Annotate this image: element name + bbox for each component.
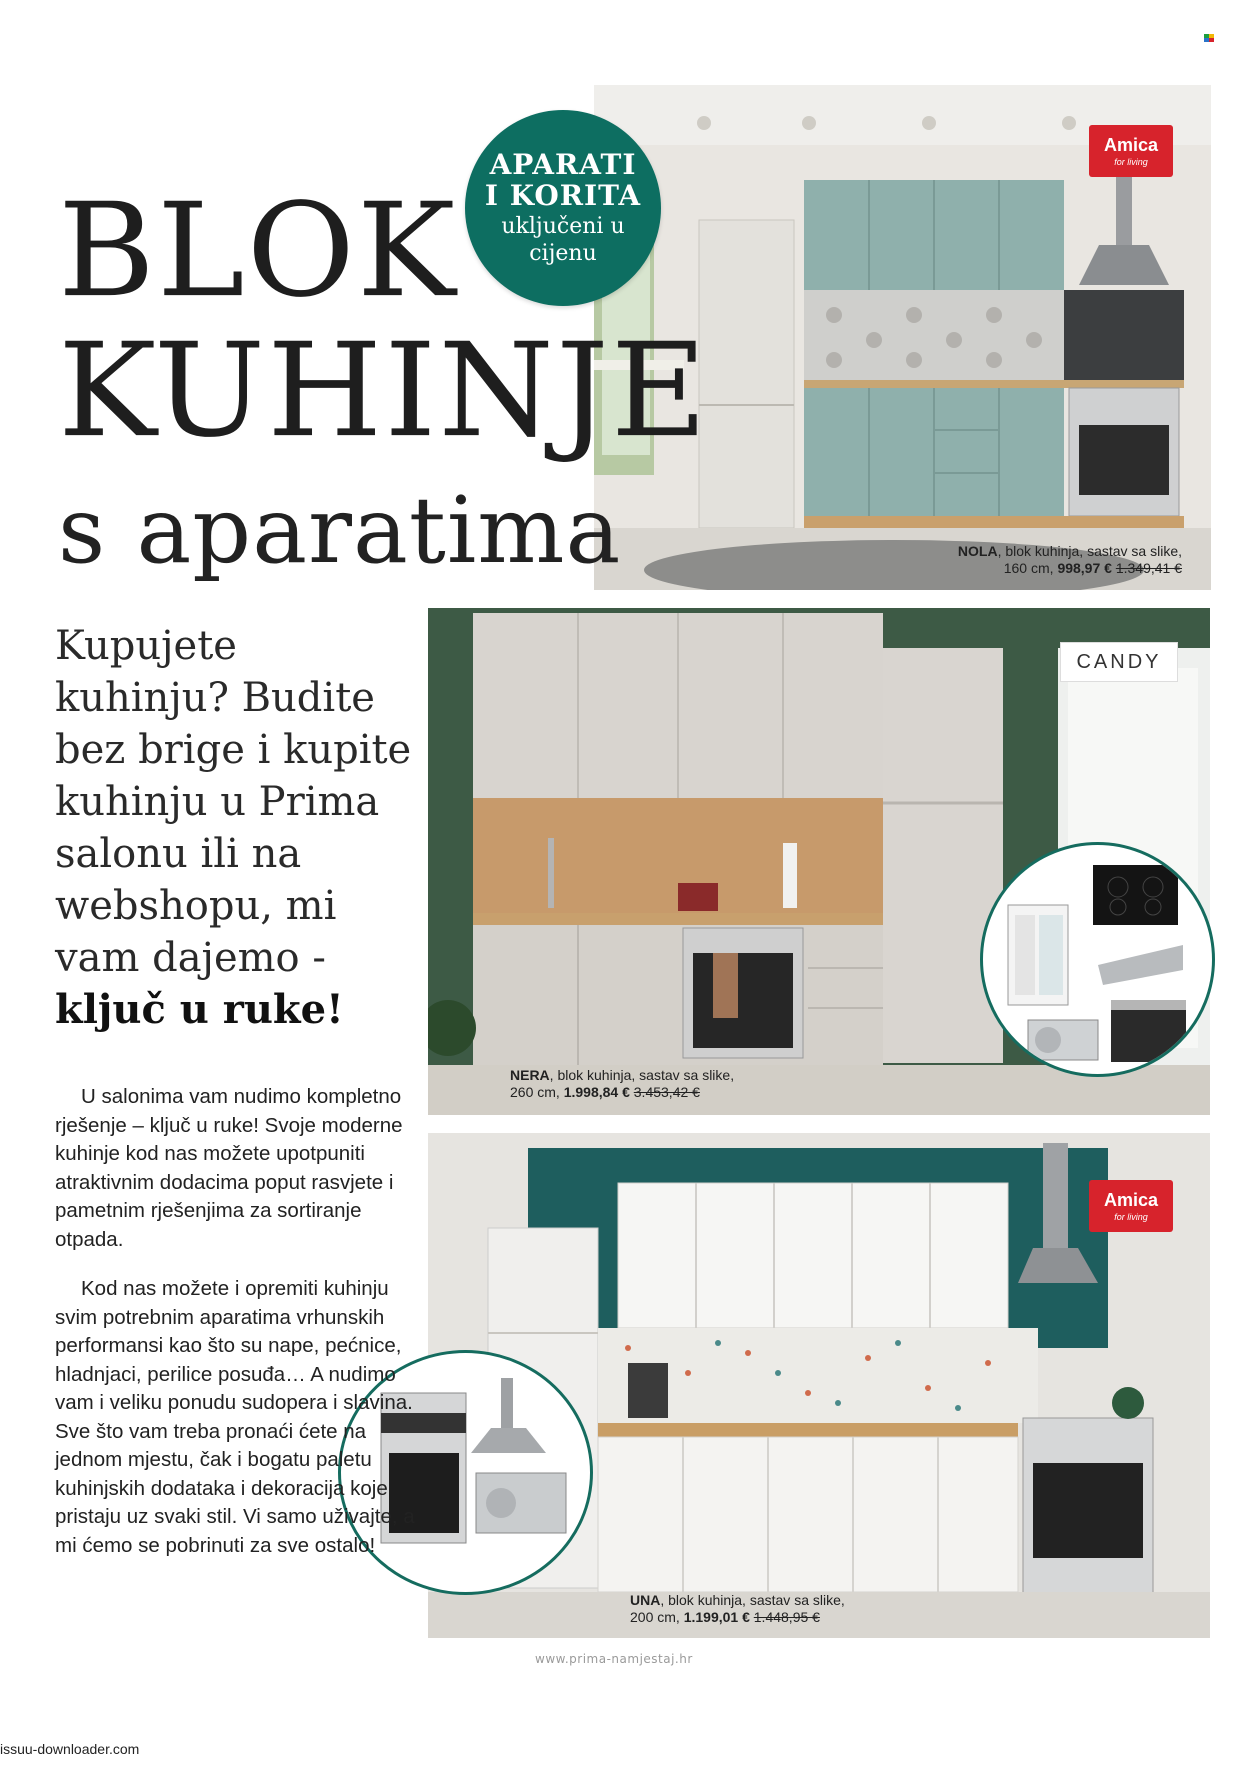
headline-subtitle: s aparatima [58,477,622,584]
nera-appliances-circle [980,842,1215,1077]
amica-brand-logo-una: Amica for living [1089,1180,1173,1232]
body-paragraph-1: U salonima vam nudimo kompletno rješenje – ključ u ruke! Svoje moderne kuhinje kod nas možete upotpuniti atraktivnim dodacima poput rasvjete i pametnim rješenjima za sortiranje otpada. [55,1085,403,1251]
watermark: issuu-downloader.com [0,1741,140,1757]
candy-brand-logo: CANDY [1060,642,1178,682]
nera-name: NERA [510,1067,550,1083]
headline-line1: BLOK [58,175,458,327]
body-paragraph-2: Kod nas možete i opremiti kuhinju svim potrebnim aparatima vrhunskih performansi kao što su nape, pećnice, hladnjaci, perilice posuđa… A nudimo vam i veliku ponudu sudopera i slavina. Sve što vam treba pronaći ćete na jednom mjestu, čak i bogatu paletu kuhinjskih dodataka i dekoracija koje pristaju uz svaki stil. Vi samo uživajte, a mi ćemo se pobrinuti za sve ostalo! [55,1277,415,1557]
una-name: UNA [630,1592,661,1608]
headline-line2: KUHINJE [58,315,710,467]
corner-logo-icon [1204,34,1214,42]
una-caption: UNA, blok kuhinja, sastav sa slike, 200 cm, 1.199,01 € 1.448,95 € [630,1592,845,1625]
una-price: 1.199,01 € [683,1609,750,1625]
nera-old-price: 3.453,42 € [633,1084,700,1100]
website-url: www.prima-namjestaj.hr [535,1652,693,1666]
intro-text: Kupujete kuhinju? Budite bez brige i kupite kuhinju u Prima salonu ili na webshopu, mi vam dajemo - ključ u ruke! [55,623,412,1033]
nera-price: 1.998,84 € [563,1084,630,1100]
nola-name: NOLA [957,543,998,559]
una-old-price: 1.448,95 € [753,1609,820,1625]
nola-old-price: 1.349,41 € [1115,560,1182,576]
nola-caption: NOLA, blok kuhinja, sastav sa slike, 160 cm, 998,97 € 1.349,41 € [957,543,1182,576]
nera-caption: NERA, blok kuhinja, sastav sa slike, 260 cm, 1.998,84 € 3.453,42 € [510,1067,735,1100]
amica-brand-logo: Amica for living [1089,125,1173,177]
included-appliances-badge: APARATI I KORITA uključeni u cijenu [465,110,661,306]
intro-emphasis: ključ u ruke! [55,986,344,1033]
nola-price: 998,97 € [1057,560,1112,576]
